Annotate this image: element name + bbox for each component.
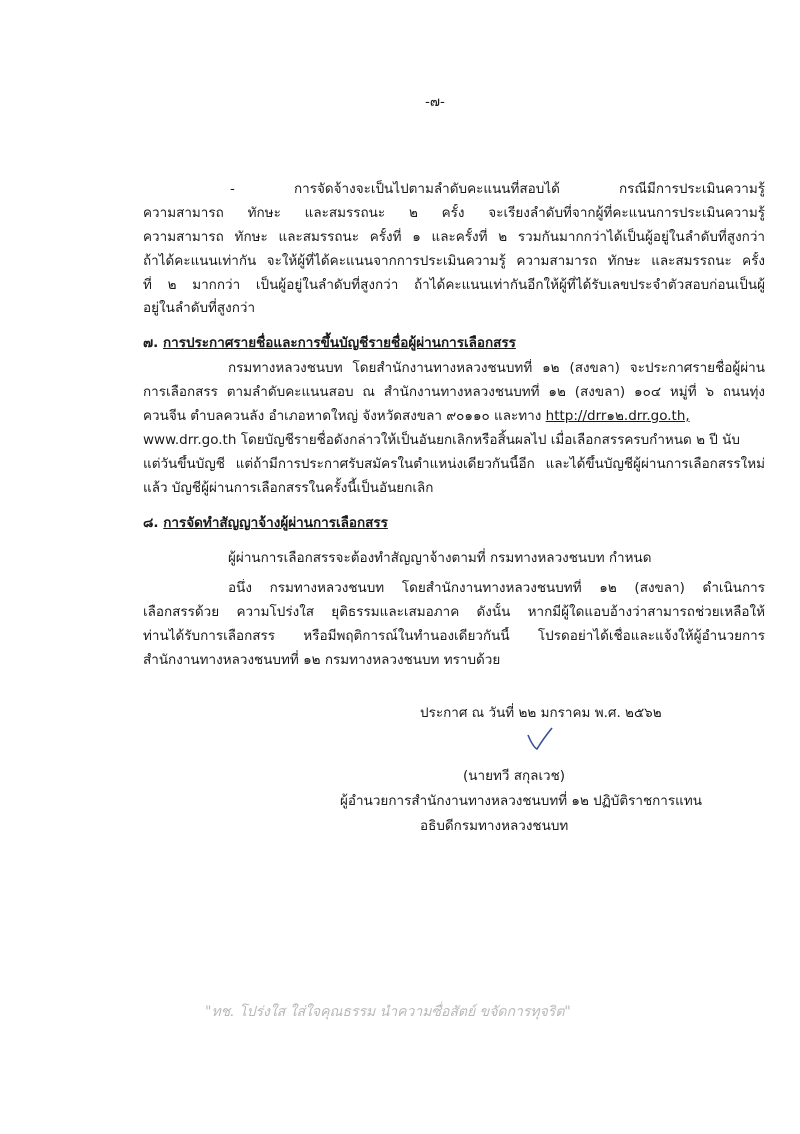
signatory-position: ผู้อำนวยการสำนักงานทางหลวงชนบทที่ ๑๒ ปฏิบัติราชการแทน xyxy=(340,793,702,809)
page-number: -๗- xyxy=(425,94,445,110)
website-link-2[interactable]: www.drr.go.th xyxy=(143,432,237,448)
section7-number: ๗. xyxy=(143,335,159,351)
para1-line: ที่ ๒ มากกว่า เป็นผู้อยู่ในลำดับที่สูงกว่า ถ้าได้คะแนนเท่ากันอีกให้ผู้ที่ได้รับเลขประจำตัวสอบก่อนเป็นผู้ xyxy=(143,277,765,293)
signature xyxy=(525,725,555,753)
footer-slogan: "ทช. โปร่งใส ใส่ใจคุณธรรม นำความซื่อสัตย์ ขจัดการทุจริต" xyxy=(205,1004,571,1020)
para1-line: - การจัดจ้างจะเป็นไปตามลำดับคะแนนที่สอบได้ กรณีมีการประเมินความรู้ xyxy=(230,181,765,197)
section7-line: แต่วันขึ้นบัญชี แต่ถ้ามีการประกาศรับสมัครในตำแหน่งเดียวกันนี้อีก และได้ขึ้นบัญชีผู้ผ่านการเลือกสรรใหม่ xyxy=(143,456,765,472)
section7-line-text: โดยบัญชีรายชื่อดังกล่าวให้เป็นอันยกเลิกหรือสิ้นผลไป เมื่อเลือกสรรครบกำหนด ๒ ปี นับ xyxy=(240,432,740,448)
signatory-name: (นายทวี สกุลเวช) xyxy=(463,768,566,784)
section7-line: การเลือกสรร ตามลำดับคะแนนสอบ ณ สำนักงานทางหลวงชนบทที่ ๑๒ (สงขลา) ๑๐๔ หมู่ที่ ๖ ถนนทุ่ง xyxy=(143,384,765,400)
section7-title: การประกาศรายชื่อและการขึ้นบัญชีรายชื่อผู้ผ่านการเลือกสรร xyxy=(162,335,516,351)
para1-line: ความสามารถ ทักษะ และสมรรถนะ ครั้งที่ ๑ และครั้งที่ ๒ รวมกันมากกว่าได้เป็นผู้อยู่ในลำดับที่สูงกว่า xyxy=(143,229,765,245)
section7-line-text: ควนจีน ตำบลควนลัง อำเภอหาดใหญ่ จังหวัดสงขลา ๙๐๑๑๐ และทาง xyxy=(143,408,542,424)
section8-line: ท่านได้รับการเลือกสรร หรือมีพฤติการณ์ในทำนองเดียวกันนี้ โปรดอย่าได้เชื่อและแจ้งให้ผู้อำนวยการ xyxy=(143,628,765,644)
para1-line: อยู่ในลำดับที่สูงกว่า xyxy=(143,300,256,316)
section8-line: สำนักงานทางหลวงชนบทที่ ๑๒ กรมทางหลวงชนบท ทราบด้วย xyxy=(143,652,501,668)
para1-line: ความสามารถ ทักษะ และสมรรถนะ ๒ ครั้ง จะเรียงลำดับที่จากผู้ที่คะแนนการประเมินความรู้ xyxy=(143,205,765,221)
section8-title: การจัดทำสัญญาจ้างผู้ผ่านการเลือกสรร xyxy=(163,515,388,531)
section8-line: อนึ่ง กรมทางหลวงชนบท โดยสำนักงานทางหลวงชนบทที่ ๑๒ (สงขลา) ดำเนินการ xyxy=(228,580,765,596)
section8-heading xyxy=(143,514,388,532)
section7-line xyxy=(143,407,765,425)
section7-line: กรมทางหลวงชนบท โดยสำนักงานทางหลวงชนบทที่ ๑๒ (สงขลา) จะประกาศรายชื่อผู้ผ่าน xyxy=(228,360,765,376)
announce-date: ประกาศ ณ วันที่ ๒๒ มกราคม พ.ศ. ๒๕๖๒ xyxy=(420,705,662,721)
para1-line: ถ้าได้คะแนนเท่ากัน จะให้ผู้ที่ได้คะแนนจากการประเมินความรู้ ความสามารถ ทักษะ และสมรรถนะ ครั้ง xyxy=(143,253,765,269)
section7-line xyxy=(143,431,765,449)
section8-line: เลือกสรรด้วย ความโปร่งใส ยุติธรรมและเสมอภาค ดังนั้น หากมีผู้ใดแอบอ้างว่าสามารถช่วยเหลือให้ xyxy=(143,604,765,620)
section7-heading xyxy=(143,334,516,352)
section8-line: ผู้ผ่านการเลือกสรรจะต้องทำสัญญาจ้างตามที่ กรมทางหลวงชนบท กำหนด xyxy=(228,550,652,566)
section8-number: ๘. xyxy=(143,515,159,531)
signatory-position: อธิบดีกรมทางหลวงชนบท xyxy=(420,818,569,834)
website-link-1[interactable]: http://drr๑๒.drr.go.th, xyxy=(545,408,690,424)
section7-line: แล้ว บัญชีผู้ผ่านการเลือกสรรในครั้งนี้เป็นอันยกเลิก xyxy=(143,480,434,496)
